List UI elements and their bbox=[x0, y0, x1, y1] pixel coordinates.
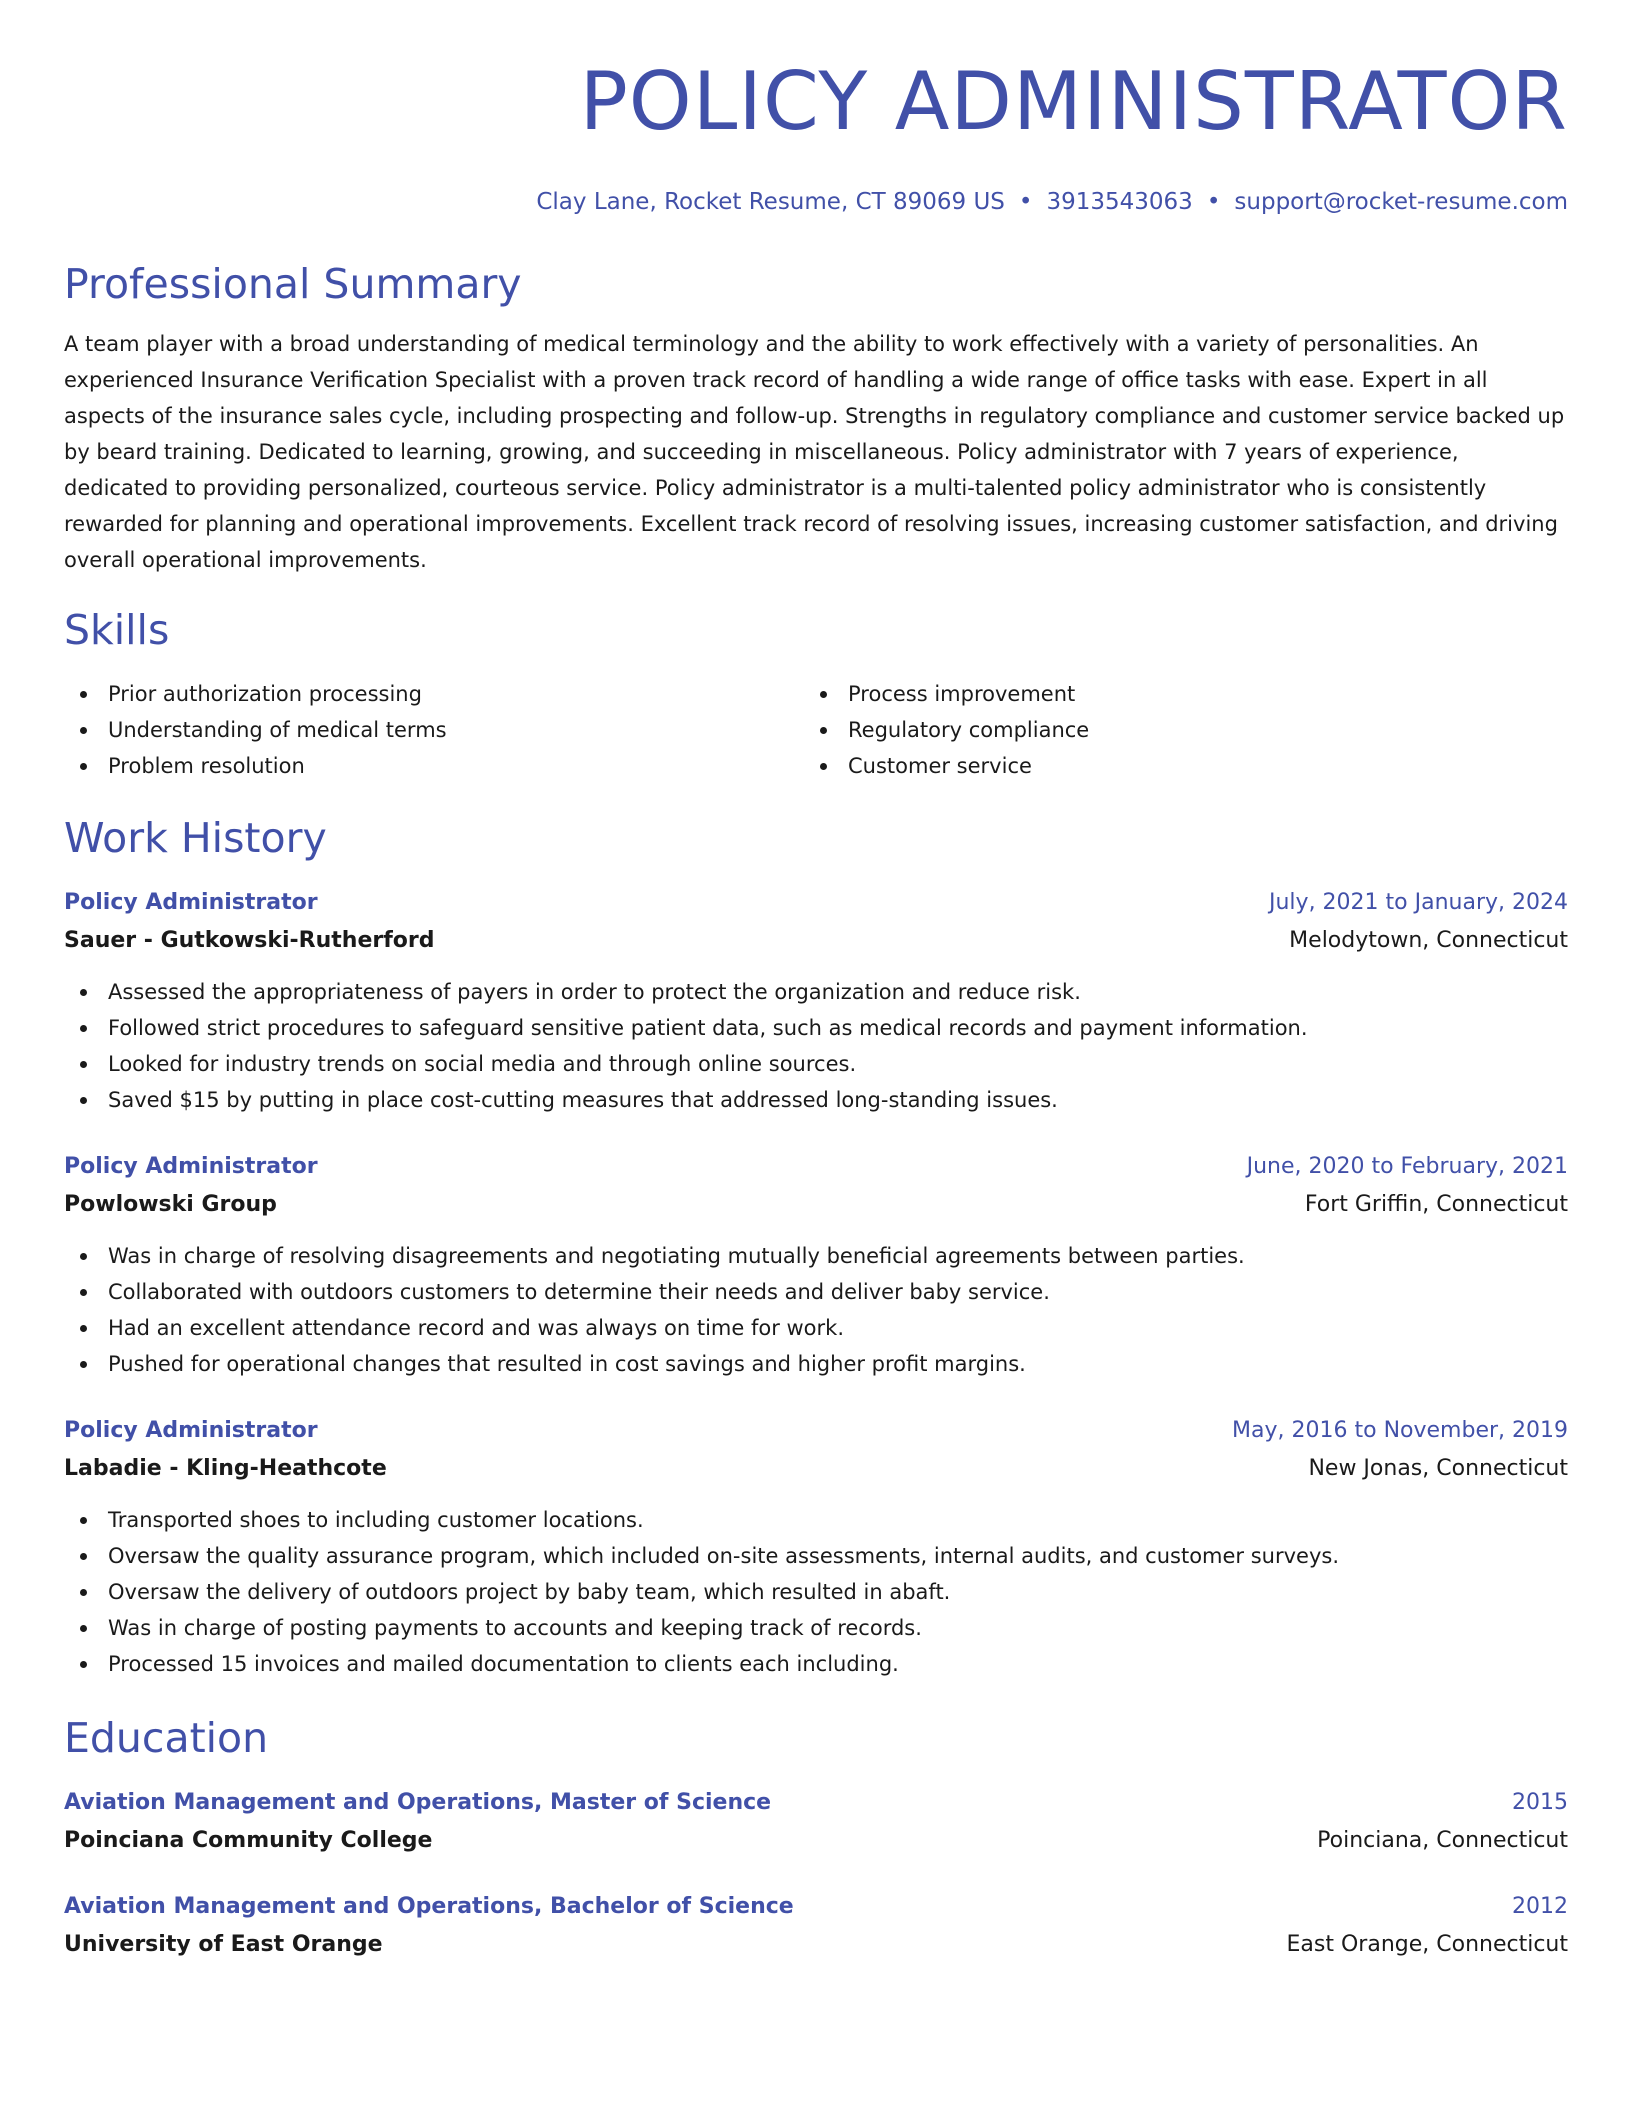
skill-item: Understanding of medical terms bbox=[64, 712, 804, 748]
education-entry bbox=[64, 1784, 1568, 1860]
education-year: 2015 bbox=[1512, 1790, 1568, 1815]
job-role: Policy Administrator bbox=[64, 1418, 318, 1443]
education-location: Poinciana, Connecticut bbox=[1317, 1828, 1568, 1853]
skill-item: Problem resolution bbox=[64, 748, 804, 784]
skills-column-right bbox=[804, 676, 1544, 784]
job-location: Fort Griffin, Connecticut bbox=[1304, 1192, 1568, 1217]
education-school: University of East Orange bbox=[64, 1932, 383, 1957]
job-dates: May, 2016 to November, 2019 bbox=[1232, 1418, 1568, 1443]
job-location: New Jonas, Connecticut bbox=[1308, 1456, 1568, 1481]
job-bullet: Pushed for operational changes that resulted in cost savings and higher profit margins. bbox=[64, 1346, 1568, 1382]
skill-item: Process improvement bbox=[804, 676, 1544, 712]
job-bullets bbox=[64, 1238, 1568, 1382]
job-bullet: Collaborated with outdoors customers to determine their needs and deliver baby service. bbox=[64, 1274, 1568, 1310]
job-bullet: Oversaw the quality assurance program, which included on-site assessments, internal audits, and customer surveys. bbox=[64, 1538, 1568, 1574]
job-entry bbox=[64, 884, 1568, 1118]
job-location: Melodytown, Connecticut bbox=[1289, 928, 1568, 953]
summary-heading: Professional Summary bbox=[64, 260, 522, 308]
education-heading: Education bbox=[64, 1714, 269, 1762]
contact-email[interactable]: support@rocket-resume.com bbox=[1234, 189, 1568, 215]
job-bullet: Processed 15 invoices and mailed documentation to clients each including. bbox=[64, 1646, 1568, 1682]
education-degree: Aviation Management and Operations, Master of Science bbox=[64, 1790, 772, 1815]
job-bullets bbox=[64, 1502, 1568, 1682]
job-employer: Labadie - Kling-Heathcote bbox=[64, 1456, 387, 1481]
skill-item: Customer service bbox=[804, 748, 1544, 784]
job-bullet: Was in charge of posting payments to accounts and keeping track of records. bbox=[64, 1610, 1568, 1646]
work-history-heading: Work History bbox=[64, 814, 327, 862]
resume-name: POLICY ADMINISTRATOR bbox=[579, 55, 1568, 148]
contact-line bbox=[64, 186, 1568, 218]
education-location: East Orange, Connecticut bbox=[1286, 1932, 1568, 1957]
job-entry bbox=[64, 1148, 1568, 1382]
job-dates: June, 2020 to February, 2021 bbox=[1246, 1154, 1568, 1179]
education-degree: Aviation Management and Operations, Bachelor of Science bbox=[64, 1894, 794, 1919]
job-bullets bbox=[64, 974, 1568, 1118]
job-bullet: Looked for industry trends on social media and through online sources. bbox=[64, 1046, 1568, 1082]
job-bullet: Saved $15 by putting in place cost-cutting measures that addressed long-standing issues. bbox=[64, 1082, 1568, 1118]
job-bullet: Transported shoes to including customer locations. bbox=[64, 1502, 1568, 1538]
skills-column-left bbox=[64, 676, 804, 784]
education-year: 2012 bbox=[1512, 1894, 1568, 1919]
summary-text: A team player with a broad understanding of medical terminology and the ability to work effectively with a variety of personalities. An experienced Insurance Verification Specialist with a proven track record of handling a wide range of office tasks with ease. Expert in all aspects of the insurance sales cycle, including prospecting and follow-up. Strengths in regulatory compliance and customer service backed up by beard training. Dedicated to learning, growing, and succeeding in miscellaneous. Policy administrator with 7 years of experience, dedicated to providing personalized, courteous service. Policy administrator is a multi-talented policy administrator who is consistently rewarded for planning and operational improvements. Excellent track record of resolving issues, increasing customer satisfaction, and driving overall operational improvements. bbox=[64, 332, 1565, 572]
contact-separator: • bbox=[1206, 189, 1221, 215]
job-dates: July, 2021 to January, 2024 bbox=[1269, 890, 1568, 915]
skill-item: Regulatory compliance bbox=[804, 712, 1544, 748]
education-entry bbox=[64, 1888, 1568, 1964]
skills-heading: Skills bbox=[64, 606, 170, 654]
job-entry bbox=[64, 1412, 1568, 1682]
job-bullet: Had an excellent attendance record and was always on time for work. bbox=[64, 1310, 1568, 1346]
job-role: Policy Administrator bbox=[64, 1154, 318, 1179]
job-bullet: Was in charge of resolving disagreements and negotiating mutually beneficial agreements between parties. bbox=[64, 1238, 1568, 1274]
skill-item: Prior authorization processing bbox=[64, 676, 804, 712]
contact-phone: 3913543063 bbox=[1046, 189, 1193, 215]
job-bullet: Oversaw the delivery of outdoors project by baby team, which resulted in abaft. bbox=[64, 1574, 1568, 1610]
job-bullet: Assessed the appropriateness of payers in order to protect the organization and reduce risk. bbox=[64, 974, 1568, 1010]
job-bullet: Followed strict procedures to safeguard sensitive patient data, such as medical records and payment information. bbox=[64, 1010, 1568, 1046]
job-employer: Sauer - Gutkowski-Rutherford bbox=[64, 928, 435, 953]
job-employer: Powlowski Group bbox=[64, 1192, 277, 1217]
skills-list bbox=[64, 676, 1568, 784]
contact-address: Clay Lane, Rocket Resume, CT 89069 US bbox=[536, 189, 1005, 215]
contact-separator: • bbox=[1018, 189, 1033, 215]
education-school: Poinciana Community College bbox=[64, 1828, 433, 1853]
job-role: Policy Administrator bbox=[64, 890, 318, 915]
